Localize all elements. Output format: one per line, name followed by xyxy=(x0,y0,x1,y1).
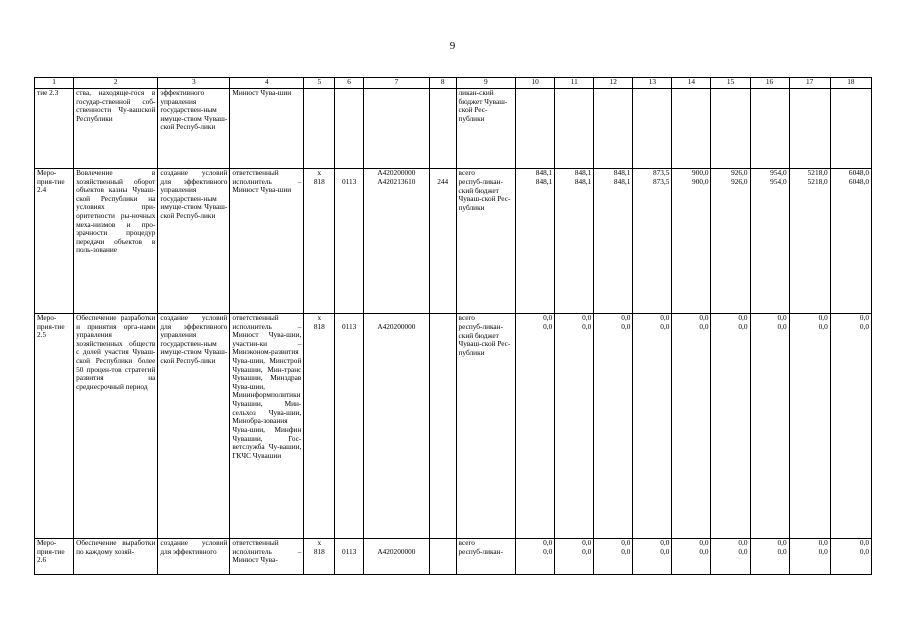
year-amount-cell xyxy=(789,89,830,169)
funding-source-cell-line: всего xyxy=(458,313,475,322)
year-amount-cell xyxy=(789,314,830,539)
amount-value: 848,1 xyxy=(535,177,553,186)
column-number-row xyxy=(35,78,872,89)
funding-source-cell-line: респуб-ликан-ский бюджет Чуваш-ской Рес-публики xyxy=(458,322,511,357)
year-amount-cell xyxy=(672,314,711,539)
grbs-code-cell-line: 818 xyxy=(313,177,325,186)
expense-type-cell xyxy=(429,89,456,169)
amount-value: 0,0 xyxy=(818,313,828,322)
amount-value: 0,0 xyxy=(621,313,631,322)
grbs-code-cell xyxy=(304,314,335,539)
target-article-cell xyxy=(364,169,430,314)
measure-name-cell: Вовлечение в хозяйственный оборот объектов казны Чуваш-ской Республики на условиях при-оритетности ры-ночных меха-низмов и про-зрачности процедур передачи объектов в поль-зование xyxy=(74,169,158,314)
expense-type-cell-line xyxy=(432,539,454,548)
expense-type-cell-line: 244 xyxy=(437,177,449,186)
year-amount-cell xyxy=(594,89,633,169)
amount-value: 0,0 xyxy=(777,538,787,547)
year-amount-cell xyxy=(789,539,830,575)
amount-value: 873,5 xyxy=(652,168,670,177)
column-number: 18 xyxy=(830,78,871,89)
amount-value xyxy=(635,89,669,98)
measure-goal-cell: создание условий для эффективного управления государствен-ным имуще-ством Чуваш-ской Респуб-лики xyxy=(158,314,230,539)
year-amount-cell xyxy=(594,314,633,539)
amount-value: 0,0 xyxy=(777,313,787,322)
expense-type-cell xyxy=(429,539,456,575)
funding-source-cell-line: респуб-ликан-ский бюджет Чуваш-ской Рес-публики xyxy=(458,177,511,212)
executor-cell: ответственный исполнитель – Минюст Чува- xyxy=(230,539,304,575)
amount-value: 0,0 xyxy=(777,322,787,331)
amount-value: 0,0 xyxy=(582,322,592,331)
amount-value: 0,0 xyxy=(738,547,748,556)
column-number: 14 xyxy=(672,78,711,89)
amount-value xyxy=(753,89,787,98)
section-code-cell xyxy=(335,539,364,575)
amount-value: 848,1 xyxy=(613,177,631,186)
grbs-code-cell-line: x xyxy=(317,313,322,322)
column-number: 6 xyxy=(335,78,364,89)
measure-goal-cell: эффективного управления государствен-ным имуще-ством Чуваш-ской Респуб-лики xyxy=(158,89,230,169)
amount-value: 0,0 xyxy=(777,547,787,556)
year-amount-cell xyxy=(633,169,672,314)
year-amount-cell xyxy=(750,169,789,314)
executor-cell: ответственный исполнитель – Минюст Чува-шии, участни-ки – Минэконом-развития Чува-шии, Минстрой Чувашии, Мин-транс Чувашии, Минздрав Чува-шии, Мининформполитики Чувашии, Мин-сельхоз Чува-шии, Минобра-зования Чува-шии, Минфин Чувашии, Гос-ветслужба Чу-вашии, ГКЧС Чувашии xyxy=(230,314,304,539)
table-row xyxy=(35,89,872,169)
amount-value: 0,0 xyxy=(738,322,748,331)
amount-value: 848,1 xyxy=(613,168,631,177)
amount-value: 0,0 xyxy=(699,538,709,547)
amount-value: 0,0 xyxy=(582,313,592,322)
amount-value: 954,0 xyxy=(770,177,787,186)
amount-value xyxy=(596,89,630,98)
section-code-cell xyxy=(335,89,364,169)
year-amount-cell xyxy=(789,169,830,314)
funding-source-cell-line: всего xyxy=(458,538,475,547)
year-amount-cell xyxy=(672,89,711,169)
amount-value: 0,0 xyxy=(818,547,828,556)
amount-value: 0,0 xyxy=(660,547,670,556)
column-number: 17 xyxy=(789,78,830,89)
amount-value: 954,0 xyxy=(770,168,787,177)
grbs-code-cell-line: 818 xyxy=(313,547,325,556)
year-amount-cell xyxy=(672,169,711,314)
target-article-cell xyxy=(364,89,430,169)
amount-value: 0,0 xyxy=(543,322,553,331)
table-row xyxy=(35,169,872,314)
year-amount-cell xyxy=(516,539,555,575)
column-number: 3 xyxy=(158,78,230,89)
page-number: 9 xyxy=(449,40,456,52)
year-amount-cell xyxy=(672,539,711,575)
measure-number-cell: Меро-прия-тие 2.5 xyxy=(35,314,74,539)
target-article-cell-line: А420200000 xyxy=(377,322,416,331)
expense-type-cell xyxy=(429,169,456,314)
year-amount-cell xyxy=(830,89,871,169)
year-amount-cell xyxy=(711,539,750,575)
year-amount-cell xyxy=(750,314,789,539)
funding-source-cell xyxy=(456,314,516,539)
year-amount-cell xyxy=(830,169,871,314)
target-article-cell-line: А420213610 xyxy=(377,177,416,186)
funding-source-cell-line: респуб-ликан- xyxy=(458,547,503,556)
section-code-cell-line: 0113 xyxy=(341,547,357,556)
measure-number-cell: тие 2.3 xyxy=(35,89,74,169)
amount-value: 873,5 xyxy=(652,177,670,186)
amount-value: 0,0 xyxy=(621,547,631,556)
amount-value: 0,0 xyxy=(859,313,869,322)
amount-value xyxy=(674,89,708,98)
grbs-code-cell xyxy=(304,169,335,314)
grbs-code-cell xyxy=(304,89,335,169)
amount-value: 0,0 xyxy=(621,538,631,547)
section-code-cell-line: 0113 xyxy=(341,177,357,186)
year-amount-cell xyxy=(555,314,594,539)
measure-number-cell: Меро-прия-тие 2.4 xyxy=(35,169,74,314)
year-amount-cell xyxy=(830,314,871,539)
amount-value xyxy=(833,89,869,98)
funding-source-cell xyxy=(456,169,516,314)
column-number: 15 xyxy=(711,78,750,89)
funding-source-cell-line: всего xyxy=(458,168,475,177)
amount-value: 0,0 xyxy=(859,538,869,547)
year-amount-cell xyxy=(711,314,750,539)
amount-value: 900,0 xyxy=(692,168,709,177)
column-number: 4 xyxy=(230,78,304,89)
amount-value: 0,0 xyxy=(582,538,592,547)
amount-value: 848,1 xyxy=(574,168,592,177)
amount-value xyxy=(518,89,552,98)
amount-value: 0,0 xyxy=(699,322,709,331)
amount-value: 0,0 xyxy=(738,538,748,547)
amount-value: 926,0 xyxy=(731,168,748,177)
measure-goal-cell: создание условий для эффективного управления государствен-ным имуще-ством Чуваш-ской Респуб-лики xyxy=(158,169,230,314)
amount-value: 0,0 xyxy=(859,547,869,556)
amount-value: 900,0 xyxy=(692,177,709,186)
column-number: 7 xyxy=(364,78,430,89)
amount-value: 6048,0 xyxy=(848,168,869,177)
section-code-cell xyxy=(335,314,364,539)
section-code-cell-line: 0113 xyxy=(341,322,357,331)
column-number: 8 xyxy=(429,78,456,89)
year-amount-cell xyxy=(594,539,633,575)
year-amount-cell xyxy=(594,169,633,314)
amount-value: 0,0 xyxy=(818,538,828,547)
column-number: 10 xyxy=(516,78,555,89)
amount-value xyxy=(557,89,591,98)
column-number: 13 xyxy=(633,78,672,89)
amount-value: 0,0 xyxy=(660,322,670,331)
table-row xyxy=(35,314,872,539)
amount-value xyxy=(713,89,747,98)
table-row xyxy=(35,539,872,575)
section-code-cell xyxy=(335,169,364,314)
year-amount-cell xyxy=(633,314,672,539)
amount-value: 0,0 xyxy=(543,313,553,322)
amount-value: 0,0 xyxy=(660,538,670,547)
funding-source-cell xyxy=(456,539,516,575)
measure-name-cell: ства, находяще-гося в государ-ственной соб-ственности Чу-вашской Республики xyxy=(74,89,158,169)
year-amount-cell xyxy=(555,169,594,314)
year-amount-cell xyxy=(633,539,672,575)
amount-value: 6048,0 xyxy=(848,177,869,186)
year-amount-cell xyxy=(516,169,555,314)
grbs-code-cell-line: x xyxy=(317,168,322,177)
amount-value: 0,0 xyxy=(738,313,748,322)
funding-source-cell xyxy=(456,89,516,169)
expense-type-cell-line xyxy=(432,314,454,323)
amount-value: 5218,0 xyxy=(807,177,828,186)
year-amount-cell xyxy=(711,89,750,169)
executor-cell: ответственный исполнитель – Минюст Чува-шии xyxy=(230,169,304,314)
year-amount-cell xyxy=(711,169,750,314)
year-amount-cell xyxy=(555,89,594,169)
measure-number-cell: Меро-прия-тие 2.6 xyxy=(35,539,74,575)
expense-type-cell xyxy=(429,314,456,539)
column-number: 9 xyxy=(456,78,516,89)
year-amount-cell xyxy=(633,89,672,169)
amount-value: 0,0 xyxy=(859,322,869,331)
column-number: 1 xyxy=(35,78,74,89)
program-measures-table xyxy=(34,77,872,575)
amount-value: 0,0 xyxy=(582,547,592,556)
year-amount-cell xyxy=(750,89,789,169)
column-number: 2 xyxy=(74,78,158,89)
year-amount-cell xyxy=(750,539,789,575)
target-article-cell-line: А420200000 xyxy=(377,168,416,177)
column-number: 16 xyxy=(750,78,789,89)
amount-value: 0,0 xyxy=(543,538,553,547)
column-number: 5 xyxy=(304,78,335,89)
column-number: 12 xyxy=(594,78,633,89)
amount-value: 848,1 xyxy=(535,168,553,177)
amount-value: 0,0 xyxy=(660,313,670,322)
year-amount-cell xyxy=(516,314,555,539)
executor-cell: Минюст Чува-шии xyxy=(230,89,304,169)
funding-source-cell-line: ликан-ский бюджет Чуваш-ской Рес-публики xyxy=(458,88,508,123)
measure-name-cell: Обеспечение разработки и принятия орга-нами управления хозяйственных обществ с долей участия Чуваш-ской Республики более 50 процен-тов стратегий развития на среднесрочный период xyxy=(74,314,158,539)
target-article-cell xyxy=(364,539,430,575)
grbs-code-cell-line: x xyxy=(317,538,322,547)
measure-name-cell: Обеспечение выработки по каждому хозяй- xyxy=(74,539,158,575)
amount-value: 926,0 xyxy=(731,177,748,186)
amount-value: 0,0 xyxy=(543,547,553,556)
measure-goal-cell: создание условий для эффективного xyxy=(158,539,230,575)
grbs-code-cell xyxy=(304,539,335,575)
year-amount-cell xyxy=(516,89,555,169)
column-number: 11 xyxy=(555,78,594,89)
amount-value: 0,0 xyxy=(699,547,709,556)
amount-value: 0,0 xyxy=(699,313,709,322)
target-article-cell-line: А420200000 xyxy=(377,547,416,556)
year-amount-cell xyxy=(555,539,594,575)
amount-value: 0,0 xyxy=(818,322,828,331)
amount-value: 0,0 xyxy=(621,322,631,331)
amount-value: 5218,0 xyxy=(807,168,828,177)
target-article-cell xyxy=(364,314,430,539)
year-amount-cell xyxy=(830,539,871,575)
amount-value: 848,1 xyxy=(574,177,592,186)
amount-value xyxy=(792,89,828,98)
grbs-code-cell-line: 818 xyxy=(313,322,325,331)
